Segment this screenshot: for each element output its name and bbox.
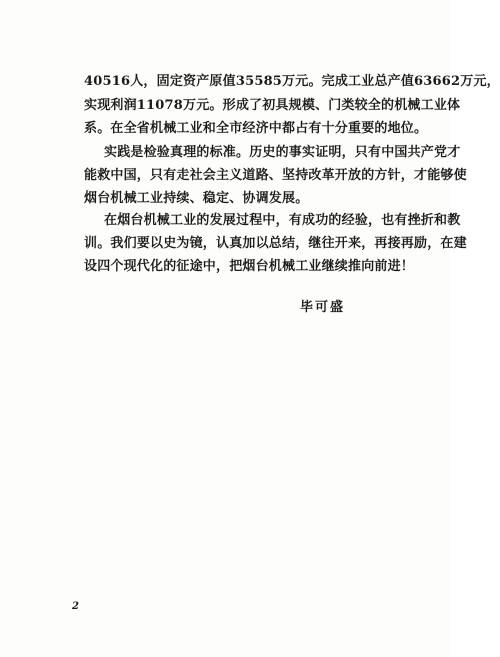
paragraph-1-line-3: 系。在全省机械工业和全市经济中都占有十分重要的地位。	[84, 121, 428, 136]
author-signature: 毕可盛	[300, 300, 346, 315]
paragraph-3-line-3: 设四个现代化的征途中，把烟台机械工业继续推向前进！	[84, 259, 415, 274]
paragraph-2-line-2: 能救中国，只有走社会主义道路、坚持改革开放的方针，才能够使	[84, 168, 467, 183]
paragraph-3-line-2: 训。我们要以史为镜，认真加以总结，继往开来，再接再励，在建	[84, 236, 467, 251]
paragraph-3-line-1: 在烟台机械工业的发展过程中，有成功的经验，也有挫折和教	[104, 213, 461, 228]
paragraph-2-line-3: 烟台机械工业持续、稳定、协调发展。	[84, 191, 309, 206]
paragraph-1-line-1: 40516人，固定资产原值35585万元。完成工业总产值63662万元，	[84, 74, 500, 89]
paragraph-2-line-1: 实践是检验真理的标准。历史的事实证明，只有中国共产党才	[104, 145, 461, 160]
paragraph-1-line-2: 实现利润11078万元。形成了初具规模、门类较全的机械工业体	[84, 98, 461, 113]
page-number: 2	[72, 601, 79, 612]
